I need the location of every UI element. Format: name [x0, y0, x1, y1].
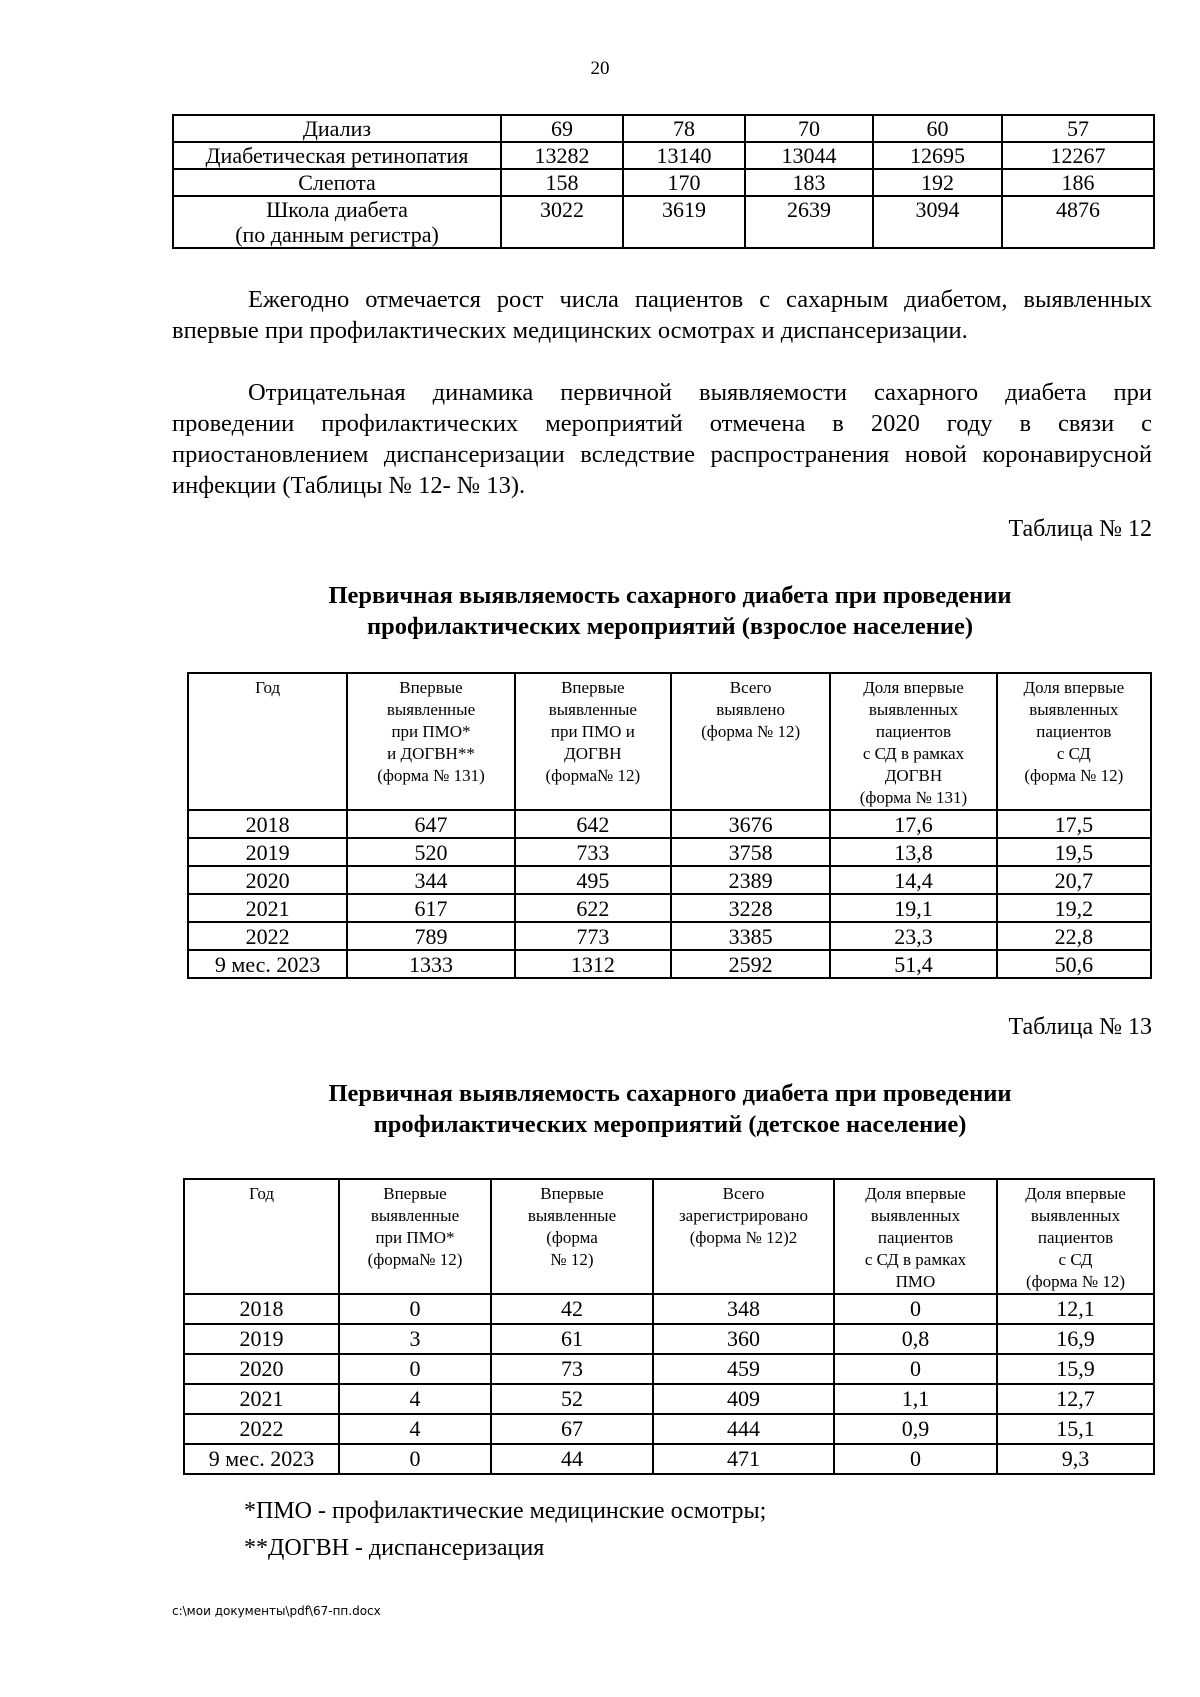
column-header: Год	[184, 1179, 339, 1294]
table13-child-detection	[183, 1178, 1155, 1475]
table-row	[188, 838, 1151, 866]
value-cell: 23,3	[830, 922, 996, 950]
value-cell: 2592	[671, 950, 830, 978]
value-cell: 19,5	[997, 838, 1151, 866]
value-cell: 42	[491, 1294, 653, 1324]
value-cell: 13282	[501, 142, 623, 169]
table-row	[173, 196, 1154, 248]
footnote-pmo: *ПМО - профилактические медицинские осмотры;	[244, 1498, 767, 1524]
value-cell: 1,1	[834, 1384, 997, 1414]
value-cell: 2022	[184, 1414, 339, 1444]
value-cell: 14,4	[830, 866, 996, 894]
value-cell: 52	[491, 1384, 653, 1414]
page-number: 20	[590, 58, 610, 79]
value-cell: 17,6	[830, 810, 996, 838]
value-cell: 2020	[184, 1354, 339, 1384]
value-cell: 44	[491, 1444, 653, 1474]
header-row	[188, 673, 1151, 810]
row-label-cell: Диализ	[173, 115, 501, 142]
table-row	[188, 894, 1151, 922]
value-cell: 170	[623, 169, 745, 196]
value-cell: 348	[653, 1294, 834, 1324]
column-header: Впервые выявленные (форма № 12)	[491, 1179, 653, 1294]
value-cell: 15,1	[997, 1414, 1154, 1444]
value-cell: 0	[834, 1444, 997, 1474]
table-row	[184, 1294, 1154, 1324]
table-row	[184, 1414, 1154, 1444]
value-cell: 78	[623, 115, 745, 142]
value-cell: 3	[339, 1324, 491, 1354]
value-cell: 360	[653, 1324, 834, 1354]
value-cell: 61	[491, 1324, 653, 1354]
value-cell: 186	[1002, 169, 1154, 196]
value-cell: 2389	[671, 866, 830, 894]
value-cell: 647	[347, 810, 514, 838]
value-cell: 2021	[184, 1384, 339, 1414]
column-header: Всего зарегистрировано (форма № 12)2	[653, 1179, 834, 1294]
value-cell: 4876	[1002, 196, 1154, 248]
column-header: Доля впервые выявленных пациентов с СД в рамках ПМО	[834, 1179, 997, 1294]
column-header: Год	[188, 673, 347, 810]
value-cell: 73	[491, 1354, 653, 1384]
value-cell: 2022	[188, 922, 347, 950]
value-cell: 2018	[188, 810, 347, 838]
value-cell: 0,9	[834, 1414, 997, 1444]
value-cell: 4	[339, 1384, 491, 1414]
header-row	[184, 1179, 1154, 1294]
value-cell: 3385	[671, 922, 830, 950]
value-cell: 0	[834, 1294, 997, 1324]
value-cell: 12,1	[997, 1294, 1154, 1324]
value-cell: 3094	[873, 196, 1002, 248]
table-row	[188, 866, 1151, 894]
value-cell: 0	[339, 1354, 491, 1384]
table-row	[184, 1354, 1154, 1384]
value-cell: 2021	[188, 894, 347, 922]
value-cell: 3022	[501, 196, 623, 248]
column-header: Доля впервые выявленных пациентов с СД (форма № 12)	[997, 673, 1151, 810]
value-cell: 0	[339, 1294, 491, 1324]
value-cell: 9 мес. 2023	[188, 950, 347, 978]
file-path: c:\мои документы\pdf\67-пп.docx	[172, 1604, 381, 1618]
value-cell: 495	[515, 866, 671, 894]
column-header: Всего выявлено (форма № 12)	[671, 673, 830, 810]
value-cell: 22,8	[997, 922, 1151, 950]
table-row	[188, 950, 1151, 978]
table-row	[184, 1384, 1154, 1414]
value-cell: 17,5	[997, 810, 1151, 838]
value-cell: 642	[515, 810, 671, 838]
value-cell: 69	[501, 115, 623, 142]
table12-adult-detection	[187, 672, 1152, 979]
value-cell: 67	[491, 1414, 653, 1444]
value-cell: 459	[653, 1354, 834, 1384]
value-cell: 12,7	[997, 1384, 1154, 1414]
value-cell: 2639	[745, 196, 873, 248]
table-row	[184, 1324, 1154, 1354]
paragraph-negative-dynamics: Отрицательная динамика первичной выявляемости сахарного диабета при проведении профилактических мероприятий отмечена в 2020 году в связи с приостановлением диспансеризации вследствие распространения новой коронавирусной инфекции (Таблицы № 12- № 13).	[172, 379, 1152, 499]
value-cell: 2018	[184, 1294, 339, 1324]
value-cell: 9 мес. 2023	[184, 1444, 339, 1474]
value-cell: 16,9	[997, 1324, 1154, 1354]
table13-title: Первичная выявляемость сахарного диабета при проведении профилактических мероприятий (детское население)	[328, 1080, 1012, 1138]
value-cell: 12267	[1002, 142, 1154, 169]
table-row	[188, 810, 1151, 838]
value-cell: 3619	[623, 196, 745, 248]
value-cell: 9,3	[997, 1444, 1154, 1474]
value-cell: 344	[347, 866, 514, 894]
value-cell: 183	[745, 169, 873, 196]
table-row	[173, 142, 1154, 169]
value-cell: 50,6	[997, 950, 1151, 978]
table-row	[173, 115, 1154, 142]
value-cell: 0	[834, 1354, 997, 1384]
value-cell: 2019	[184, 1324, 339, 1354]
value-cell: 622	[515, 894, 671, 922]
value-cell: 60	[873, 115, 1002, 142]
value-cell: 733	[515, 838, 671, 866]
table-row	[173, 169, 1154, 196]
row-label-cell: Школа диабета (по данным регистра)	[173, 196, 501, 248]
value-cell: 2020	[188, 866, 347, 894]
column-header: Доля впервые выявленных пациентов с СД в рамках ДОГВН (форма № 131)	[830, 673, 996, 810]
table12-label: Таблица № 12	[1008, 516, 1152, 542]
value-cell: 3676	[671, 810, 830, 838]
value-cell: 15,9	[997, 1354, 1154, 1384]
table12-title: Первичная выявляемость сахарного диабета при проведении профилактических мероприятий (взрослое население)	[328, 582, 1012, 640]
value-cell: 13044	[745, 142, 873, 169]
value-cell: 12695	[873, 142, 1002, 169]
value-cell: 13,8	[830, 838, 996, 866]
row-label-cell: Слепота	[173, 169, 501, 196]
value-cell: 617	[347, 894, 514, 922]
statistics-table-continued	[172, 114, 1155, 249]
value-cell: 158	[501, 169, 623, 196]
value-cell: 13140	[623, 142, 745, 169]
table-row	[184, 1444, 1154, 1474]
value-cell: 3228	[671, 894, 830, 922]
paragraph-growth: Ежегодно отмечается рост числа пациентов с сахарным диабетом, выявленных впервые при профилактических медицинских осмотрах и диспансеризации.	[172, 286, 1152, 344]
value-cell: 409	[653, 1384, 834, 1414]
row-label-cell: Диабетическая ретинопатия	[173, 142, 501, 169]
value-cell: 0,8	[834, 1324, 997, 1354]
value-cell: 70	[745, 115, 873, 142]
value-cell: 3758	[671, 838, 830, 866]
value-cell: 20,7	[997, 866, 1151, 894]
value-cell: 57	[1002, 115, 1154, 142]
value-cell: 51,4	[830, 950, 996, 978]
value-cell: 789	[347, 922, 514, 950]
table-row	[188, 922, 1151, 950]
value-cell: 444	[653, 1414, 834, 1444]
value-cell: 1312	[515, 950, 671, 978]
value-cell: 773	[515, 922, 671, 950]
table13-label: Таблица № 13	[1008, 1014, 1152, 1040]
column-header: Впервые выявленные при ПМО и ДОГВН (форма№ 12)	[515, 673, 671, 810]
value-cell: 4	[339, 1414, 491, 1444]
value-cell: 1333	[347, 950, 514, 978]
column-header: Впервые выявленные при ПМО* и ДОГВН** (форма № 131)	[347, 673, 514, 810]
value-cell: 520	[347, 838, 514, 866]
value-cell: 2019	[188, 838, 347, 866]
value-cell: 0	[339, 1444, 491, 1474]
value-cell: 471	[653, 1444, 834, 1474]
value-cell: 192	[873, 169, 1002, 196]
value-cell: 19,2	[997, 894, 1151, 922]
column-header: Доля впервые выявленных пациентов с СД (форма № 12)	[997, 1179, 1154, 1294]
column-header: Впервые выявленные при ПМО* (форма№ 12)	[339, 1179, 491, 1294]
value-cell: 19,1	[830, 894, 996, 922]
footnote-dogvn: **ДОГВН - диспансеризация	[244, 1535, 545, 1561]
